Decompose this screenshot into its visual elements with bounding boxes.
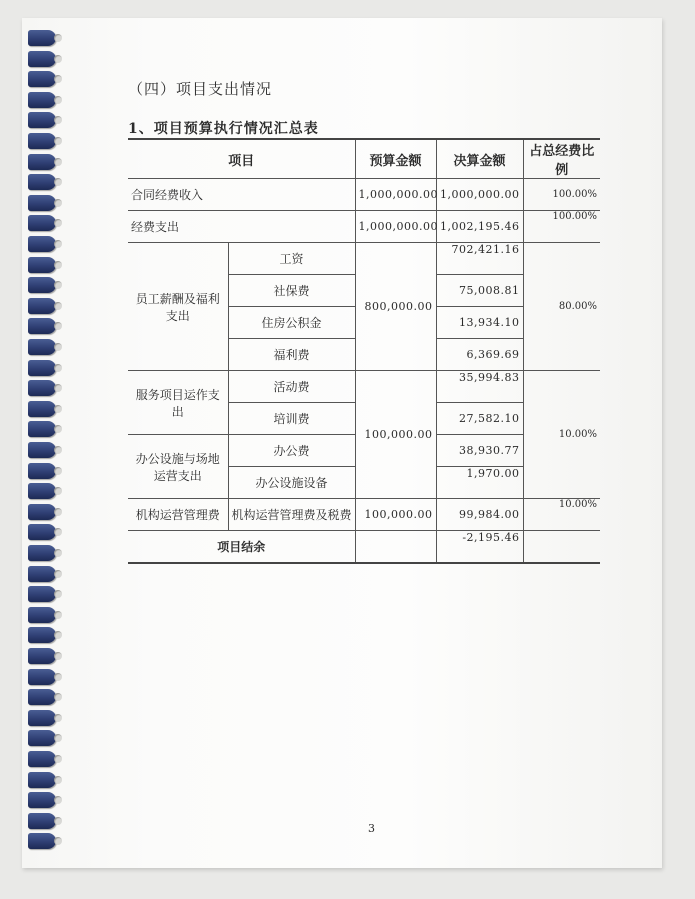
final-value: 75,008.81 <box>436 275 523 307</box>
binding-ring <box>28 71 56 87</box>
row-label: 合同经费收入 <box>128 179 355 211</box>
group-label: 办公设施与场地运营支出 <box>128 435 228 499</box>
table-row <box>128 371 600 403</box>
ratio-value: 80.00% <box>523 243 600 371</box>
binding-ring <box>28 215 56 231</box>
balance-label: 项目结余 <box>128 531 355 564</box>
item-label: 福利费 <box>228 339 355 371</box>
binding-ring <box>28 339 56 355</box>
binding-ring <box>28 463 56 479</box>
budget-value: 1,000,000.00 <box>355 179 436 211</box>
spiral-binding <box>28 30 68 870</box>
ratio-value-empty <box>523 531 600 564</box>
binding-ring <box>28 545 56 561</box>
binding-ring <box>28 689 56 705</box>
header-budget: 预算金额 <box>355 139 436 179</box>
group-label: 员工薪酬及福利支出 <box>128 243 228 371</box>
binding-ring <box>28 401 56 417</box>
budget-value: 800,000.00 <box>355 243 436 371</box>
final-value: 38,930.77 <box>436 435 523 467</box>
ratio-value: 100.00% <box>523 211 600 243</box>
binding-ring <box>28 380 56 396</box>
binding-ring <box>28 524 56 540</box>
header-item: 项目 <box>128 139 355 179</box>
binding-ring <box>28 174 56 190</box>
binding-ring <box>28 586 56 602</box>
binding-ring <box>28 133 56 149</box>
binding-ring <box>28 504 56 520</box>
balance-value: -2,195.46 <box>436 531 523 564</box>
item-label: 工资 <box>228 243 355 275</box>
binding-ring <box>28 298 56 314</box>
binding-ring <box>28 236 56 252</box>
binding-ring <box>28 772 56 788</box>
binding-ring <box>28 751 56 767</box>
binding-ring <box>28 195 56 211</box>
binding-ring <box>28 30 56 46</box>
table-row <box>128 499 600 531</box>
binding-ring <box>28 277 56 293</box>
budget-value: 100,000.00 <box>355 371 436 499</box>
binding-ring <box>28 257 56 273</box>
item-label: 活动费 <box>228 371 355 403</box>
ratio-value: 10.00% <box>523 499 600 531</box>
table-title: 1、项目预算执行情况汇总表 <box>128 121 319 137</box>
binding-ring <box>28 318 56 334</box>
binding-ring <box>28 648 56 664</box>
binding-ring <box>28 566 56 582</box>
binding-ring <box>28 421 56 437</box>
binding-ring <box>28 792 56 808</box>
item-label: 培训费 <box>228 403 355 435</box>
ratio-value: 100.00% <box>523 179 600 211</box>
table-row <box>128 211 600 243</box>
table-header-row <box>128 139 600 179</box>
header-final: 决算金额 <box>436 139 523 179</box>
final-value: 1,970.00 <box>436 467 523 499</box>
binding-ring <box>28 51 56 67</box>
binding-ring <box>28 627 56 643</box>
final-value: 13,934.10 <box>436 307 523 339</box>
budget-execution-table <box>128 138 600 564</box>
item-label: 办公费 <box>228 435 355 467</box>
binding-ring <box>28 112 56 128</box>
budget-value-empty <box>355 531 436 564</box>
binding-ring <box>28 813 56 829</box>
binding-ring <box>28 669 56 685</box>
item-label: 办公设施设备 <box>228 467 355 499</box>
item-label: 住房公积金 <box>228 307 355 339</box>
final-value: 1,000,000.00 <box>436 179 523 211</box>
budget-value: 100,000.00 <box>355 499 436 531</box>
binding-ring <box>28 833 56 849</box>
table-row <box>128 179 600 211</box>
binding-ring <box>28 92 56 108</box>
binding-ring <box>28 442 56 458</box>
binding-ring <box>28 607 56 623</box>
ratio-value: 10.00% <box>523 371 600 499</box>
item-label: 社保费 <box>228 275 355 307</box>
table-row <box>128 531 600 564</box>
group-label: 机构运营管理费 <box>128 499 228 531</box>
section-title: （四）项目支出情况 <box>128 80 273 98</box>
header-ratio: 占总经费比例 <box>523 139 600 179</box>
binding-ring <box>28 154 56 170</box>
binding-ring <box>28 710 56 726</box>
final-value: 35,994.83 <box>436 371 523 403</box>
table-row <box>128 243 600 275</box>
binding-ring <box>28 483 56 499</box>
final-value: 702,421.16 <box>436 243 523 275</box>
final-value: 1,002,195.46 <box>436 211 523 243</box>
final-value: 6,369.69 <box>436 339 523 371</box>
final-value: 27,582.10 <box>436 403 523 435</box>
binding-ring <box>28 730 56 746</box>
page-number: 3 <box>368 822 375 835</box>
binding-ring <box>28 360 56 376</box>
group-label: 服务项目运作支出 <box>128 371 228 435</box>
row-label: 经费支出 <box>128 211 355 243</box>
item-label: 机构运营管理费及税费 <box>228 499 355 531</box>
budget-value: 1,000,000.00 <box>355 211 436 243</box>
final-value: 99,984.00 <box>436 499 523 531</box>
